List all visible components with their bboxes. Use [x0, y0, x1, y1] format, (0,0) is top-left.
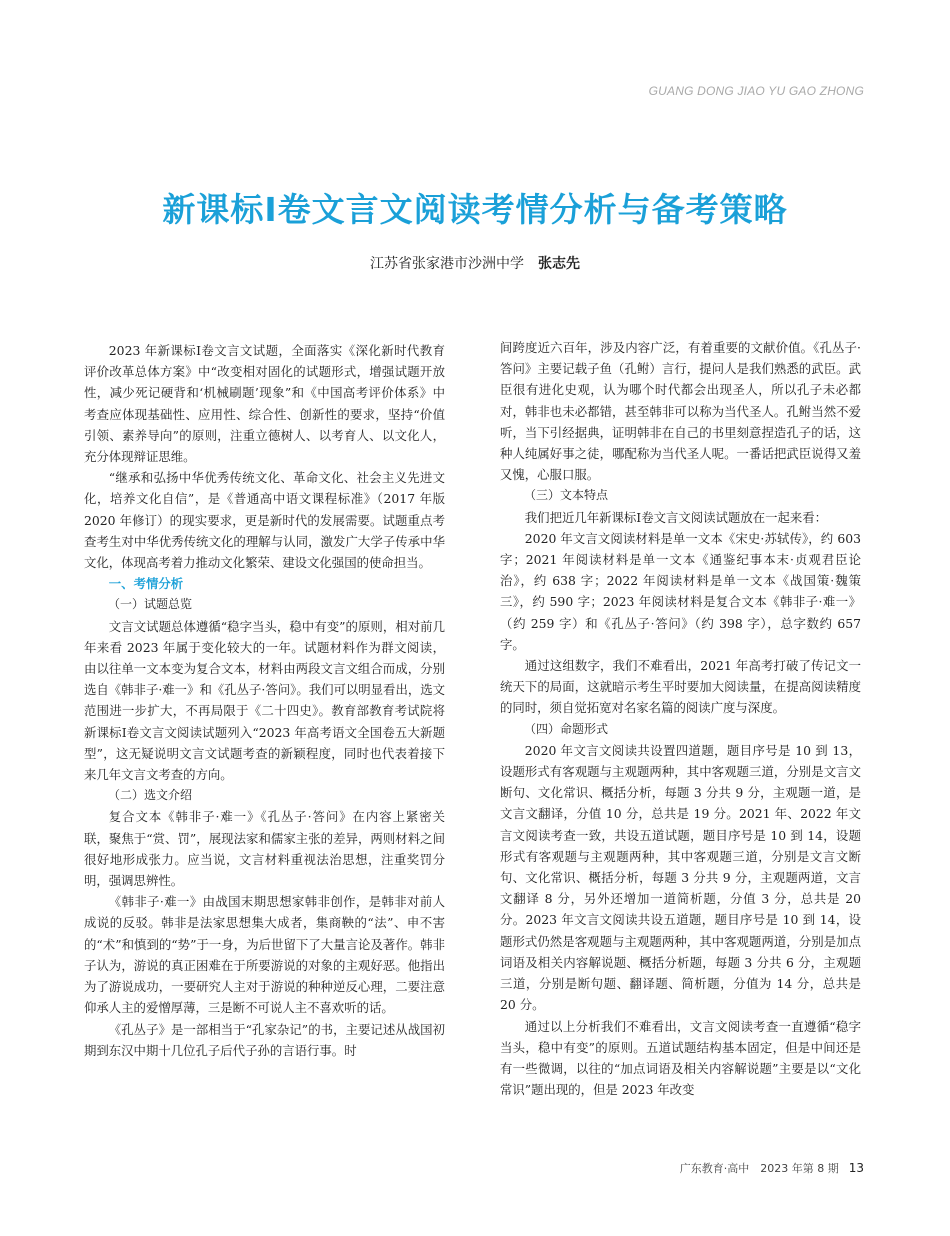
- page-footer: [680, 1160, 864, 1176]
- running-head: GUANG DONG JIAO YU GAO ZHONG: [648, 84, 864, 98]
- byline: [0, 253, 950, 273]
- paragraph: 通过这组数字，我们不难看出，2021 年高考打破了传记文一统天下的局面，这就暗示考生平时要加大阅读量，在提高阅读精度的同时，须自觉拓宽对名家名篇的阅读广度与深度。: [500, 658, 861, 716]
- author-affiliation: 江苏省张家港市沙洲中学: [370, 256, 524, 272]
- paragraph: 2020 年文言文阅读共设置四道题，题目序号是 10 到 13，设题形式有客观题与主观题两种，其中客观题三道，分别是文言文断句、文化常识、概括分析，每题 3 分共 9 分，主观题一道，是文言文翻译，分值 10 分，总共是 19 分。2021 年、2022 年文言文阅读考查一致，共设五道试题，题目序号是 10 到 14，设题形式有客观题与主观题两种，其中客观题三道，分别是文言文断句、文化常识、概括分析，每题 3 分共 9 分，主观题两道，文言文翻译 8 分，另外还增加一道简析题，分值 3 分，总共是 20 分。2023 年文言文阅读共设五道题，题目序号是 10 到 14，设题形式仍然是客观题与主观题两种，其中客观题两道，分别是加点词语及相关内容解说题、概括分析题，每题 3 分共 6 分，主观题三道，分别是断句题、翻译题、简析题，分值为 14 分，总共是 20 分。: [500, 742, 861, 1013]
- left-column: [84, 340, 445, 1061]
- subsection-heading: （四）命题形式: [524, 721, 609, 736]
- subsection-heading: （一）试题总览: [108, 597, 193, 612]
- paragraph: 2020 年文言文阅读材料是单一文本《宋史·苏轼传》，约 603 字；2021 年阅读材料是单一文本《通鉴纪事本末·贞观君臣论治》，约 638 字；2022 年阅读材料是单一文本《战国策·魏策三》，约 590 字；2023 年阅读材料是复合文本《韩非子·难一》（约 259 字）和《孔丛子·答问》（约 398 字），总字数约 657 字。: [500, 530, 861, 652]
- paragraph: 《韩非子·难一》由战国末期思想家韩非创作，是韩非对前人成说的反驳。韩非是法家思想集大成者，集商鞅的“法”、申不害的“术”和慎到的“势”于一身，为后世留下了大量言论及著作。韩非子认为，游说的真正困难在于所要游说的对象的主观好恶。他指出为了游说成功，一要研究人主对于游说的种种逆反心理，二要注意仰承人主的爱憎厚薄，三是断不可说人主不喜欢听的话。: [84, 894, 445, 1016]
- paragraph: 2023 年新课标Ⅰ卷文言文试题，全面落实《深化新时代教育评价改革总体方案》中“改变相对固化的试题形式，增强试题开放性，减少死记硬背和‘机械刷题’现象”和《中国高考评价体系》中考查应体现基础性、应用性、综合性、创新性的要求，坚持“价值引领、素养导向”的原则，注重立德树人、以考育人、以文化人，充分体现辩证思维。: [84, 343, 445, 465]
- paragraph: 我们把近几年新课标Ⅰ卷文言文阅读试题放在一起来看：: [524, 509, 828, 525]
- paragraph: 《孔丛子》是一部相当于“孔家杂记”的书，主要记述从战国初期到东汉中期十几位孔子后代子孙的言语行事。时: [84, 1021, 445, 1058]
- paragraph: 间跨度近六百年，涉及内容广泛，有着重要的文献价值。《孔丛子·答问》主要记载子鱼（孔鲋）言行，提问人是我们熟悉的武臣。武臣很有进化史观，认为哪个时代都会出现圣人，所以孔子未必都对，韩非也未必都错，甚至韩非可以称为当代圣人。孔鲋当然不爱听，当下引经据典，证明韩非在自己的书里刻意捏造孔子的话，这种人纯属好事之徒，哪配称为当代圣人呢。一番话把武臣说得又羞又愧，心服口服。: [500, 340, 861, 483]
- paragraph: 通过以上分析我们不难看出，文言文阅读考查一直遵循“稳字当头，稳中有变”的原则。五道试题结构基本固定，但是中间还是有一些微调，以往的“加点词语及相关内容解说题”主要是以“文化常识”题出现的，但是 2023 年改变: [500, 1018, 861, 1098]
- paragraph: 文言文试题总体遵循“稳字当头，稳中有变”的原则，相对前几年来看 2023 年属于变化较大的一年。试题材料作为群文阅读，由以往单一文本变为复合文本，材料由两段文言文组合而成，分别选自《韩非子·难一》和《孔丛子·答问》。我们可以明显看出，选文范围进一步扩大，不再局限于《二十四史》。教育部教育考试院将新课标Ⅰ卷文言文阅读试题列入“2023 年高考语文全国卷五大新题型”，这无疑说明文言文试题考查的新颖程度，同时也代表着接下来几年文言文考查的方向。: [84, 618, 446, 783]
- subsection-heading: （三）文本特点: [524, 488, 609, 503]
- article-title: 新课标Ⅰ卷文言文阅读考情分析与备考策略: [162, 190, 788, 229]
- paragraph: “继承和弘扬中华优秀传统文化、革命文化、社会主义先进文化，培养文化自信”，是《普通高中语文课程标准》（2017 年版 2020 年修订）的现实要求，更是新时代的发展需要。试题重点考查考生对中华优秀传统文化的理解与认同，激发广大学子传承中华文化，体现高考着力推动文化繁荣、建设文化强国的使命担当。: [84, 470, 445, 571]
- subsection-heading: （二）选文介绍: [108, 788, 193, 803]
- right-column: [500, 337, 861, 1100]
- paragraph: 复合文本《韩非子·难一》《孔丛子·答问》在内容上紧密关联，聚焦于“赏、罚”，展现法家和儒家主张的差异，两则材料之间很好地形成张力。应当说，文言材料重视法治思想，注重奖罚分明，强调思辨性。: [84, 809, 445, 889]
- journal-info: 广东教育·高中 2023 年第 8 期: [679, 1162, 839, 1175]
- page-number: 13: [848, 1161, 864, 1175]
- author-name: 张志先: [538, 256, 580, 272]
- section-heading: 一、考情分析: [108, 576, 184, 592]
